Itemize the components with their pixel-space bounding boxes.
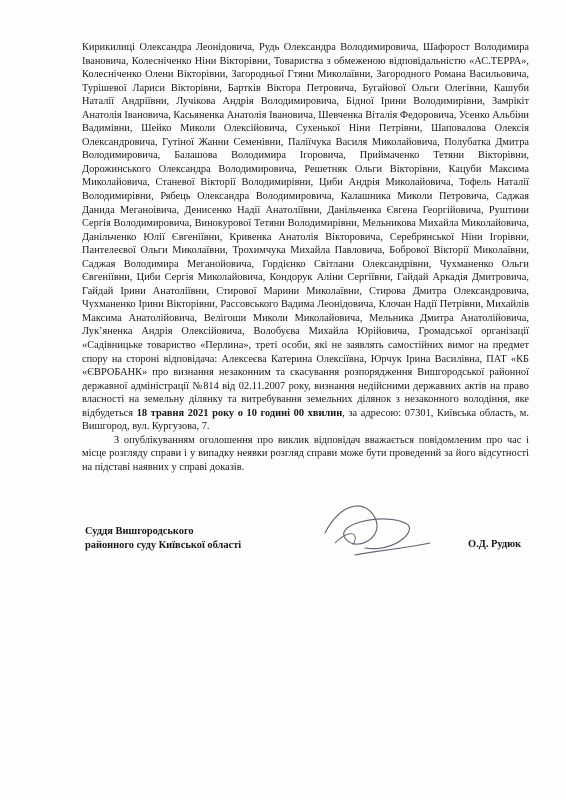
judge-name: О.Д. Рудюк: [468, 539, 522, 550]
parties-text: Кирикилиці Олександра Леонідовича, Рудь Олександра Володимировича, Шафорост Володимира Івановича, Колесніченко Ніни Вікторівни, Товариства з обмеженою відповідальністю «АС.ТЕРРА», Колесніченко Олени Вікторівни, Загородньої Гтяни Миколаївни, Загородного Романа Васильовича, Турішевої Лариси Вікторівни, Бартків Віктора Петровича, Бугайової Ольги Олегівни, Кашуби Наталії Андріївни, Лучікова Андрія Володимировича, Бідної Ірини Володимирівни, Замрікіт Анатолія Івановича, Касьяненка Анатолія Івановича, Шевченка Віталія Федоровича, Усенко Альбіни Вадимівни, Шейко Миколи Олексійовича, Сухенької Ніни Петрівни, Шаповалова Олексія Олександровича, Гутіної Жанни Семенівни, Паліїчука Василя Миколайовича, Полубатка Дмитра Володимировича, Балашова Володимира Ігоровича, Приймаченко Тетяни Вікторівни, Дорожинського Олександра Володимировича, Решетняк Ольги Вікторівни, Кацуби Максима Миколайовича, Станевої Вікторії Володимирівни, Циби Андрія Миколайовича, Тофель Наталії Володимирівни, Рябець Олександра Володимировича, Калашника Миколи Петровича, Саджая Данида Меганоівича, Денисенко Надії Анатоліївни, Данільченка Євгена Георгійовича, Руштини Сергія Володимировича, Винокурової Тетяни Володимирівни, Мельникова Михайла Миколайовича, Данільченко Юлії Євгеніївни, Кривенка Анатолія Вікторовича, Серебрянської Ніни Ігорівни, Пантелеєвої Ольги Миколаївни, Трохимчука Михайла Павловича, Бобрової Вікторії Миколаївни, Саджая Володимира Меганойовича, Гордієнко Світлани Олександрівни, Чухманенко Ольги Євгеніївни, Циби Сергія Миколайовича, Кондорук Аліни Сергіївни, Гайдай Аркадія Дмитровича, Гайдай Ірини Анатоліївни, Стирової Марини Миколаївни, Стирова Дмитра Олександровича, Чухманенко Ірини Вікторівни, Рассовського Вадима Леонідовича, Клочан Надії Петрівни, Михайлів Максима Анатолійовича, Велігоши Миколи Миколайовича, Мельника Дмитра Анатолійовича, Лук’яненка Андрія Олексійовича, Волобуєва Михайла Юрійовича, Громадської організації «Садівницьке товариство «Перлина», треті особи, які не заявлять самостійних вимог на предмет спору на стороні відповідача: Алексеєва Катерина Олексіївна, Юрчук Ірина Василівна, ПАТ «КБ «ЄВРОБАНК» про визнання незаконним та скасування розпорядження Вишгородської районної державної адміністрації №814 від 02.11.2007 року, визнання недійсними державних актів на право власності на земельну ділянку та витребування земельних ділянок з незаконного володіння, яке відбудеться: [82, 42, 529, 419]
parties-paragraph: [82, 41, 529, 434]
judge-title-line-1: Суддя Вишгородського: [85, 526, 194, 537]
judge-title-line-2: районного суду Київської області: [85, 539, 242, 551]
court-address: , за адресою: 07301, Київська область, м. Вишгород, вул. Кургузова, 7.: [82, 407, 529, 433]
notice-paragraph: З опублікуванням оголошення про виклик відповідач вважається повідомленим про час і місце розгляду справи і у випадку неявки розгляд справи може бути проведений за його відсутності на підставі наявних у справі доказів.: [82, 434, 529, 473]
handwritten-signature: [295, 493, 445, 573]
judge-title: [85, 525, 241, 552]
hearing-datetime: 18 травня 2021 року о 10 годині 00 хвилин: [136, 407, 343, 419]
document-body: [82, 41, 529, 475]
